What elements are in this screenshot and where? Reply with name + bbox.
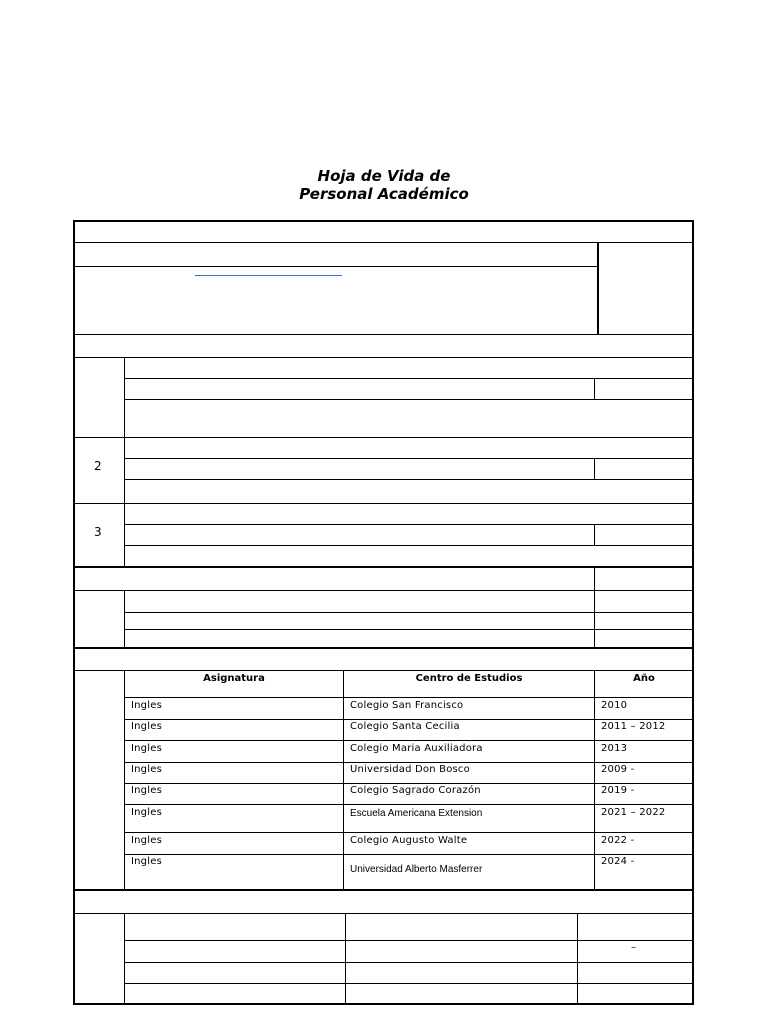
divider (124, 854, 693, 855)
divider (74, 566, 693, 568)
column-header-ano: Año (633, 673, 655, 684)
table-row-subject: Ingles (131, 835, 162, 846)
divider (124, 671, 125, 890)
table-row-year: 2013 (601, 743, 628, 754)
divider (124, 612, 693, 613)
divider (74, 590, 693, 591)
divider (74, 266, 598, 267)
email-link-underline[interactable] (195, 275, 342, 276)
divider (74, 889, 693, 891)
divider (345, 914, 346, 1004)
divider (74, 437, 693, 438)
document-title-line2: Personal Académico (299, 185, 469, 203)
divider (124, 399, 693, 400)
table-row-year: 2019 - (601, 785, 635, 796)
dash-mark: – (631, 942, 637, 953)
divider (594, 525, 595, 546)
divider (74, 647, 693, 649)
column-header-centro: Centro de Estudios (415, 673, 523, 684)
divider (124, 358, 125, 567)
table-row-center: Universidad Alberto Masferrer (350, 864, 483, 875)
divider (594, 671, 595, 890)
education-number-3: 3 (94, 525, 102, 539)
divider (124, 983, 693, 984)
table-row-subject: Ingles (131, 721, 162, 732)
divider (124, 940, 693, 941)
divider (124, 378, 693, 379)
divider (594, 459, 595, 480)
table-row-year: 2024 - (601, 856, 635, 867)
table-row-subject: Ingles (131, 807, 162, 818)
divider (124, 832, 693, 833)
divider (124, 458, 693, 459)
divider (124, 762, 693, 763)
divider (124, 524, 693, 525)
table-row-center: Colegio Maria Auxiliadora (350, 743, 483, 754)
divider (74, 242, 693, 243)
divider (124, 914, 125, 1004)
divider (74, 913, 693, 914)
table-row-center: Colegio Augusto Walte (350, 835, 468, 846)
divider (124, 719, 693, 720)
divider (74, 503, 693, 504)
column-header-asignatura: Asignatura (203, 673, 265, 684)
divider (577, 914, 578, 1004)
table-row-year: 2011 – 2012 (601, 721, 666, 732)
divider (74, 670, 693, 671)
table-row-center: Escuela Americana Extension (350, 808, 483, 819)
document-title-line1: Hoja de Vida de (317, 167, 451, 185)
divider (124, 591, 125, 647)
table-row-subject: Ingles (131, 785, 162, 796)
table-row-subject: Ingles (131, 700, 162, 711)
divider (74, 334, 693, 335)
divider (124, 962, 693, 963)
table-row-year: 2009 - (601, 764, 635, 775)
divider (124, 697, 693, 698)
table-row-year: 2010 (601, 700, 628, 711)
table-row-subject: Ingles (131, 743, 162, 754)
table-row-center: Universidad Don Bosco (350, 764, 470, 775)
photo-box-border (597, 243, 599, 335)
table-row-subject: Ingles (131, 764, 162, 775)
divider (594, 567, 595, 647)
divider (124, 804, 693, 805)
education-number-2: 2 (94, 459, 102, 473)
divider (343, 671, 344, 890)
table-row-center: Colegio Santa Cecilia (350, 721, 460, 732)
divider (124, 740, 693, 741)
divider (124, 629, 693, 630)
divider (594, 379, 595, 400)
divider (124, 545, 693, 546)
divider (124, 479, 693, 480)
table-row-center: Colegio Sagrado Corazón (350, 785, 481, 796)
table-row-year: 2022 - (601, 835, 635, 846)
divider (74, 357, 693, 358)
table-row-year: 2021 – 2022 (601, 807, 666, 818)
divider (124, 783, 693, 784)
table-row-center: Colegio San Francisco (350, 700, 464, 711)
table-row-subject: Ingles (131, 856, 162, 867)
